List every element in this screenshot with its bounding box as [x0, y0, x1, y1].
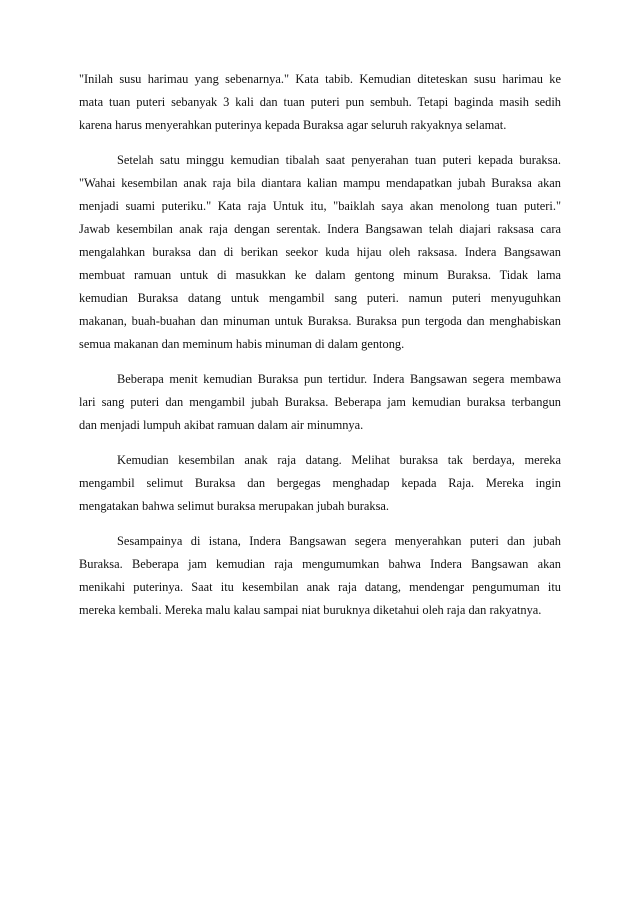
- text-line: menikahi puterinya. Saat itu kesembilan anak raja datang, mendengar pengumuman itu: [79, 580, 561, 594]
- text-line: Sesampainya di istana, Indera Bangsawan segera menyerahkan puteri dan jubah: [117, 534, 561, 548]
- paragraph-4: [79, 449, 561, 518]
- text-line: Kemudian kesembilan anak raja datang. Melihat buraksa tak berdaya, mereka: [117, 453, 561, 467]
- text-line: Setelah satu minggu kemudian tibalah saat penyerahan tuan puteri kepada buraksa.: [117, 153, 561, 167]
- text-line: menjadi suami puteriku." Kata raja Untuk itu, "baiklah saya akan menolong tuan puteri.": [79, 199, 561, 213]
- text-line: mengatakan bahwa selimut buraksa merupakan jubah buraksa.: [79, 499, 390, 513]
- document-page: [79, 68, 561, 634]
- text-line: Beberapa menit kemudian Buraksa pun tertidur. Indera Bangsawan segera membawa: [117, 372, 561, 386]
- text-line: mengalahkan buraksa dan di berikan seekor kuda hijau oleh raksasa. Indera Bangsawan: [79, 245, 561, 259]
- text-line: dan menjadi lumpuh akibat ramuan dalam air minumnya.: [79, 418, 364, 432]
- text-line: mengambil selimut Buraksa dan bergegas menghadap kepada Raja. Mereka ingin: [79, 476, 561, 490]
- text-line: makanan, buah-buahan dan minuman untuk Buraksa. Buraksa pun tergoda dan menghabiskan: [79, 314, 561, 328]
- paragraph-2: [79, 149, 561, 356]
- text-line: semua makanan dan meminum habis minuman di dalam gentong.: [79, 337, 405, 351]
- text-line: Jawab kesembilan anak raja dengan serentak. Indera Bangsawan telah diajari raksasa cara: [79, 222, 561, 236]
- text-line: "Wahai kesembilan anak raja bila diantara kalian mampu mendapatkan jubah Buraksa akan: [79, 176, 561, 190]
- text-line: Buraksa. Beberapa jam kemudian raja mengumumkan bahwa Indera Bangsawan akan: [79, 557, 561, 571]
- text-line: mereka kembali. Mereka malu kalau sampai niat buruknya diketahui oleh raja dan rakyatnya.: [79, 603, 542, 617]
- paragraph-1: [79, 68, 561, 137]
- text-line: karena harus menyerahkan puterinya kepada Buraksa agar seluruh rakyaknya selamat.: [79, 118, 507, 132]
- paragraph-3: [79, 368, 561, 437]
- text-line: mata tuan puteri sebanyak 3 kali dan tuan puteri pun sembuh. Tetapi baginda masih sedih: [79, 95, 561, 109]
- text-line: "Inilah susu harimau yang sebenarnya." Kata tabib. Kemudian diteteskan susu harimau ke: [79, 72, 561, 86]
- text-line: membuat ramuan untuk di masukkan ke dalam gentong minum Buraksa. Tidak lama: [79, 268, 561, 282]
- paragraph-5: [79, 530, 561, 622]
- text-line: lari sang puteri dan mengambil jubah Buraksa. Beberapa jam kemudian buraksa terbangun: [79, 395, 561, 409]
- text-line: kemudian Buraksa datang untuk mengambil sang puteri. namun puteri menyuguhkan: [79, 291, 561, 305]
